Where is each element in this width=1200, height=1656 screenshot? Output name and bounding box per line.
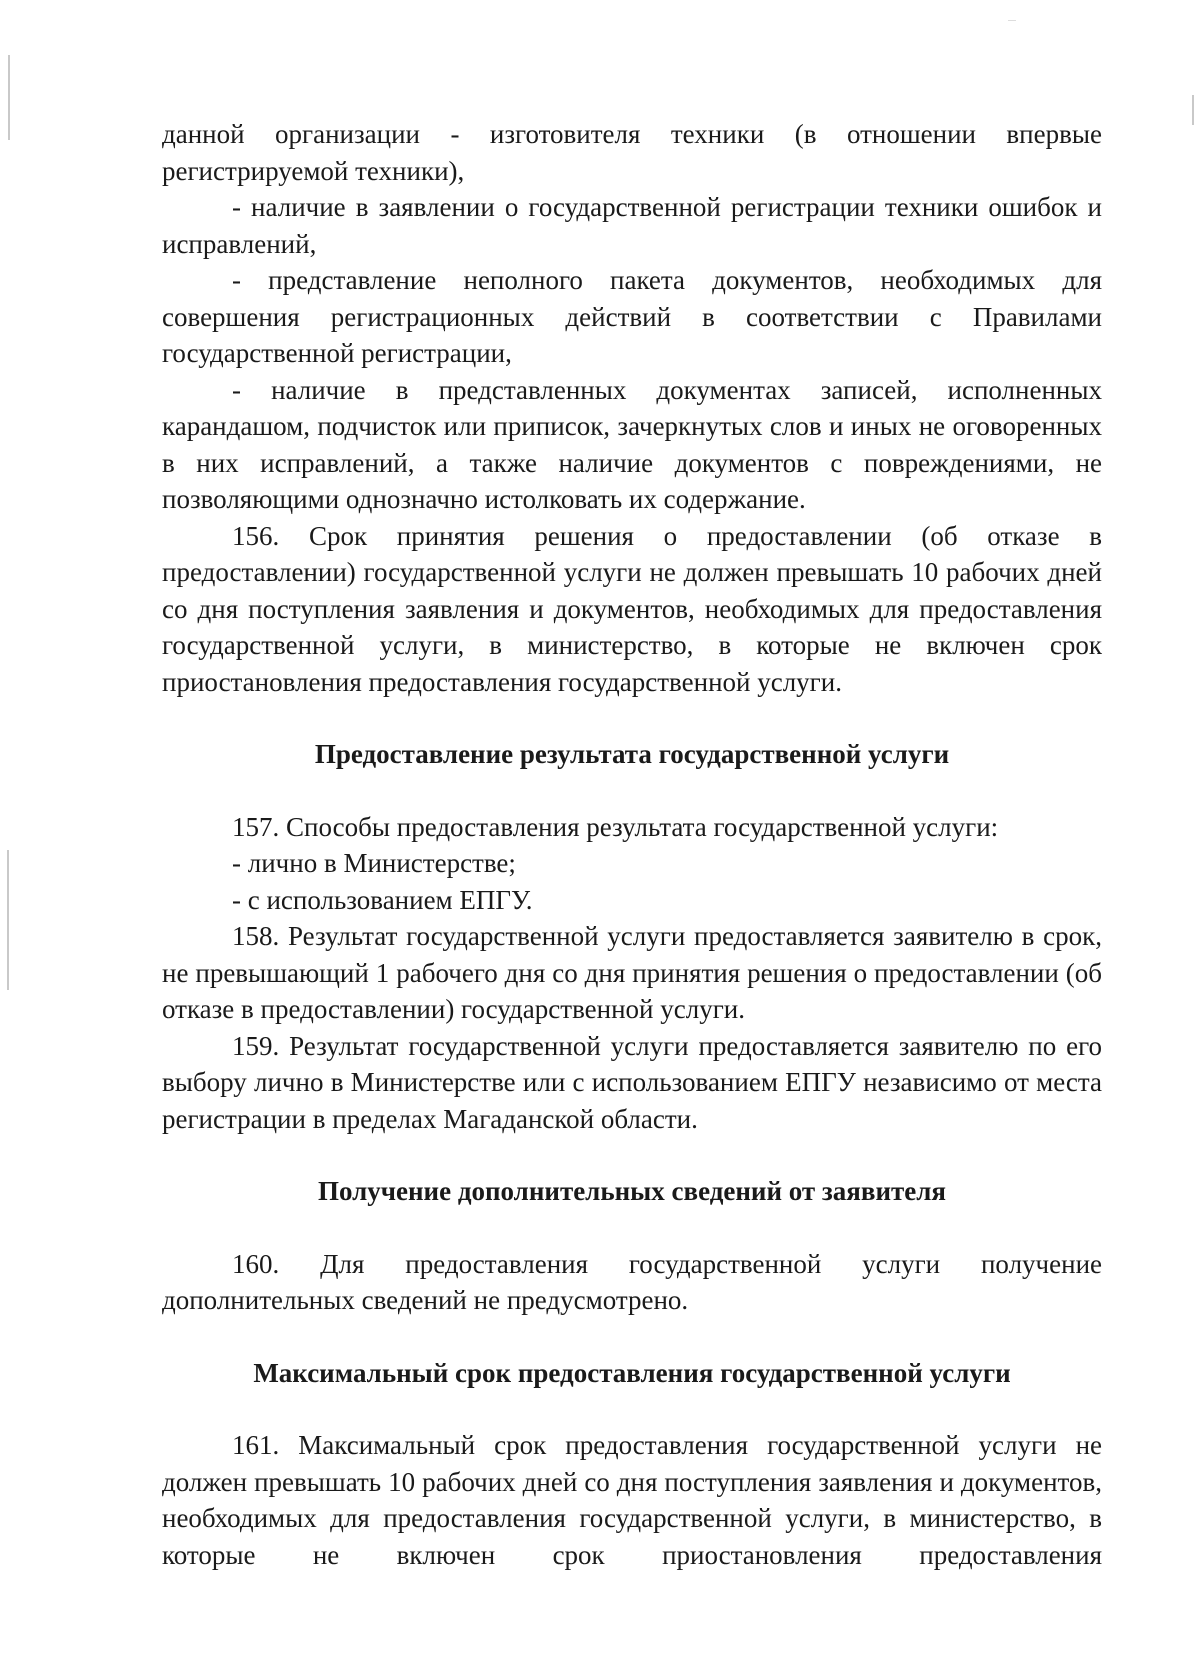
section-heading-max-term: Максимальный срок предоставления государственной услуги xyxy=(253,1357,1011,1388)
list-item-incomplete-package: - представление неполного пакета документов, необходимых для совершения регистрационных действий в соответствии с Правилами государственной регистрации, xyxy=(162,265,1102,368)
paragraph-158: 158. Результат государственной услуги предоставляется заявителю в срок, не превышающий 1 рабочего дня со дня принятия решения о предоставлении (об отказе в предоставлении) государственной услуги. xyxy=(162,921,1102,1024)
paragraph-161: 161. Максимальный срок предоставления государственной услуги не должен превышать 10 рабочих дней со дня поступления заявления и документов, необходимых для предоставления государственной услуги, в министерство, в которые не включен срок приостановления предоставления xyxy=(162,1430,1102,1570)
paragraph-160: 160. Для предоставления государственной услуги получение дополнительных сведений не предусмотрено. xyxy=(162,1248,1102,1315)
document-body xyxy=(162,116,1102,1573)
list-item-errors: - наличие в заявлении о государственной регистрации техники ошибок и исправлений, xyxy=(162,192,1102,259)
paragraph-156: 156. Срок принятия решения о предоставлении (об отказе в предоставлении) государственной услуги не должен превышать 10 рабочих дней со дня поступления заявления и документов, необходимых для предоставления государственной услуги, в министерство, в которые не включен срок приостановления предоставления государственной услуги. xyxy=(162,520,1102,697)
paragraph-157: 157. Способы предоставления результата государственной услуги: xyxy=(232,811,999,842)
list-item-in-person: - лично в Министерстве; xyxy=(232,848,516,878)
section-heading-additional-info: Получение дополнительных сведений от заявителя xyxy=(317,1176,947,1206)
list-item-epgu: - с использованием ЕПГУ. xyxy=(232,884,533,915)
scan-edge-mark xyxy=(1008,20,1016,21)
list-item-pencil-records: - наличие в представленных документах записей, исполненных карандашом, подчисток или приписок, зачеркнутых слов и иных не оговоренных в них исправлений, а также наличие документов с повреждениями, не позволяющими однозначно истолковать их содержание. xyxy=(162,374,1102,514)
paragraph-continuation: данной организации - изготовителя техники (в отношении впервые регистрируемой техники), xyxy=(162,119,1102,186)
section-heading-result: Предоставление результата государственной услуги xyxy=(314,739,950,769)
scan-edge-mark xyxy=(7,850,9,990)
scan-edge-mark xyxy=(8,55,10,140)
paragraph-159: 159. Результат государственной услуги предоставляется заявителю по его выбору лично в Министерстве или с использованием ЕПГУ независимо от места регистрации в пределах Магаданской области. xyxy=(162,1030,1102,1134)
scan-edge-mark xyxy=(1192,95,1194,125)
